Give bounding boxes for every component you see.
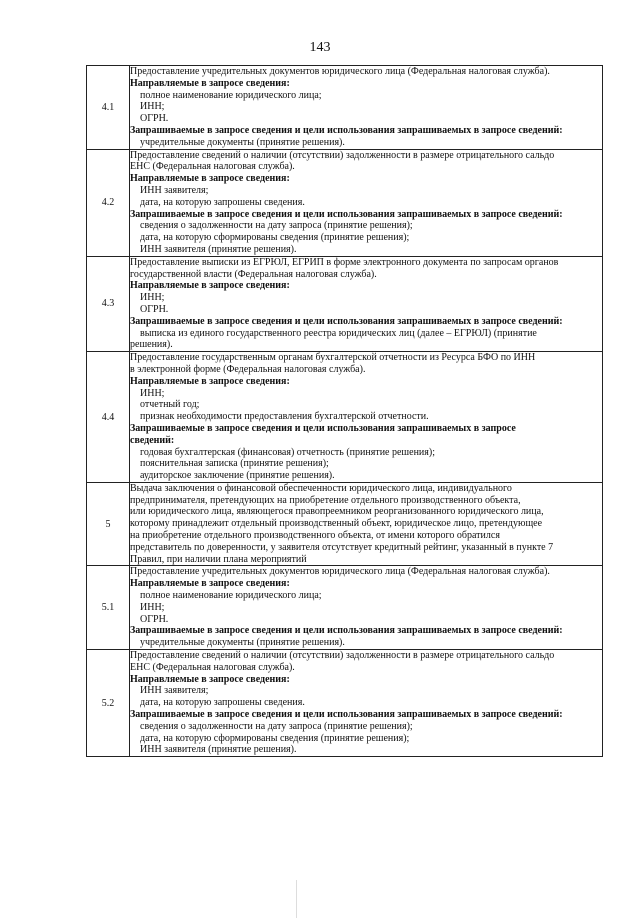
text-line: ИНН; [140, 387, 165, 399]
section-heading-line: Запрашиваемые в запросе сведения и цели использования запрашиваемых в запросе сведений: [130, 208, 563, 220]
text-line: учредительные документы (принятие решения). [140, 136, 345, 148]
row-content-cell [130, 482, 603, 566]
row-number-cell [87, 482, 130, 566]
row-content-cell [130, 650, 603, 757]
text-line: Предоставление учредительных документов юридического лица (Федеральная налоговая служба). [130, 66, 550, 77]
text-line: предпринимателя, претендующих на приобретение отдельного производственного объекта, [130, 494, 521, 506]
row-number: 5 [105, 518, 111, 530]
text-line: ЕНС (Федеральная налоговая служба). [130, 161, 295, 173]
text-line: признак необходимости предоставления бухгалтерской отчетности. [140, 411, 429, 423]
row-number-cell [87, 650, 130, 757]
section-heading-line: Запрашиваемые в запросе сведения и цели использования запрашиваемых в запросе сведений: [130, 124, 563, 136]
text-line: отчетный год; [140, 399, 200, 411]
text-line: ЕНС (Федеральная налоговая служба). [130, 661, 295, 673]
section-heading-line: Направляемые в запросе сведения: [130, 173, 290, 185]
row-number-cell [87, 149, 130, 256]
text-line: ОГРН. [140, 613, 169, 625]
section-heading-line: Направляемые в запросе сведения: [130, 280, 290, 292]
text-line: в электронной форме (Федеральная налоговая служба). [130, 363, 366, 375]
document-table-body [87, 66, 603, 757]
row-number-cell [87, 66, 130, 150]
text-line: пояснительная записка (принятие решения); [140, 458, 329, 470]
section-heading-line: Запрашиваемые в запросе сведения и цели использования запрашиваемых в запросе сведений: [130, 625, 563, 637]
text-line: ОГРН. [140, 113, 169, 125]
text-line: Предоставление учредительных документов юридического лица (Федеральная налоговая служба). [130, 566, 550, 578]
text-line: или юридического лица, являющегося правопреемником реорганизованного юридического лица, [130, 506, 544, 518]
text-line: дата, на которую сформированы сведения (принятие решения); [140, 732, 410, 744]
text-line: дата, на которую запрошены сведения. [140, 196, 305, 208]
row-number: 4.4 [101, 411, 115, 423]
page-number: 143 [309, 40, 331, 55]
text-line: полное наименование юридического лица; [140, 590, 322, 602]
row-number-cell [87, 352, 130, 483]
table-row [87, 352, 603, 483]
row-number-cell [87, 256, 130, 351]
section-heading-line: Направляемые в запросе сведения: [130, 375, 290, 387]
text-line: учредительные документы (принятие решения). [140, 637, 345, 649]
row-number: 5.2 [101, 697, 115, 709]
text-line: ОГРН. [140, 303, 169, 315]
row-content-cell [130, 352, 603, 483]
table-row [87, 482, 603, 566]
table-row [87, 566, 603, 650]
text-line: Предоставление сведений о наличии (отсутствии) задолженности в размере отрицательного сальдо [130, 650, 555, 662]
text-line: сведения о задолженности на дату запроса (принятие решения); [140, 720, 413, 732]
row-number: 4.3 [101, 298, 115, 310]
text-line: Предоставление государственным органам бухгалтерской отчетности из Ресурса БФО по ИНН [130, 352, 536, 364]
text-line: представитель по доверенности, у заявителя отсутствует кредитный рейтинг, указанный в пункте 7 [130, 541, 554, 553]
section-heading-line: Запрашиваемые в запросе сведения и цели использования запрашиваемых в запросе сведений: [130, 709, 563, 721]
section-heading-line: Направляемые в запросе сведения: [130, 578, 290, 590]
section-heading-line: Направляемые в запросе сведения: [130, 673, 290, 685]
text-line: ИНН; [140, 101, 165, 113]
text-line: Предоставление выписки из ЕГРЮЛ, ЕГРИП в форме электронного документа по запросам органов [130, 256, 559, 268]
section-heading-line: сведений: [130, 434, 175, 446]
text-line: годовая бухгалтерская (финансовая) отчетность (принятие решения); [140, 446, 435, 458]
text-line: ИНН заявителя (принятие решения). [140, 243, 297, 255]
section-heading-line: Направляемые в запросе сведения: [130, 77, 290, 89]
text-line: выписка из единого государственного реестра юридических лиц (далее – ЕГРЮЛ) (принятие [140, 327, 537, 339]
table-row [87, 256, 603, 351]
text-line: которому принадлежит отдельный производственный объект, юридическое лицо, претендующее [130, 518, 543, 530]
row-number-cell [87, 566, 130, 650]
row-number: 4.1 [101, 101, 115, 113]
table-row [87, 149, 603, 256]
text-line: ИНН заявителя; [140, 184, 209, 196]
row-number: 4.2 [101, 197, 115, 209]
section-heading-line: Запрашиваемые в запросе сведения и цели использования запрашиваемых в запросе [130, 422, 516, 434]
text-line: ИНН заявителя; [140, 685, 209, 697]
text-line: дата, на которую запрошены сведения. [140, 697, 305, 709]
text-line: решения). [130, 339, 173, 351]
text-line: полное наименование юридического лица; [140, 89, 322, 101]
text-line: Предоставление сведений о наличии (отсутствии) задолженности в размере отрицательного сальдо [130, 149, 555, 161]
row-content-cell [130, 566, 603, 650]
scan-artifact [296, 880, 297, 918]
text-line: дата, на которую сформированы сведения (принятие решения); [140, 232, 410, 244]
table-row [87, 66, 603, 150]
row-number: 5.1 [101, 602, 115, 614]
row-content-cell [130, 149, 603, 256]
text-line: ИНН; [140, 292, 165, 304]
text-line: сведения о задолженности на дату запроса (принятие решения); [140, 220, 413, 232]
table-row [87, 650, 603, 757]
document-table [86, 65, 603, 757]
text-line: Выдача заключения о финансовой обеспеченности юридического лица, индивидуального [130, 482, 512, 494]
text-line: государственной власти (Федеральная налоговая служба). [130, 268, 377, 280]
text-line: ИНН заявителя (принятие решения). [140, 744, 297, 756]
text-line: аудиторское заключение (принятие решения). [140, 470, 335, 482]
row-content-cell [130, 66, 603, 150]
row-content-cell [130, 256, 603, 351]
section-heading-line: Запрашиваемые в запросе сведения и цели использования запрашиваемых в запросе сведений: [130, 315, 563, 327]
text-line: ИНН; [140, 601, 165, 613]
text-line: на приобретение отдельного производственного объекта, от имени которого обратился [130, 530, 500, 542]
text-line: Правил, при наличии плана мероприятий [130, 553, 307, 565]
